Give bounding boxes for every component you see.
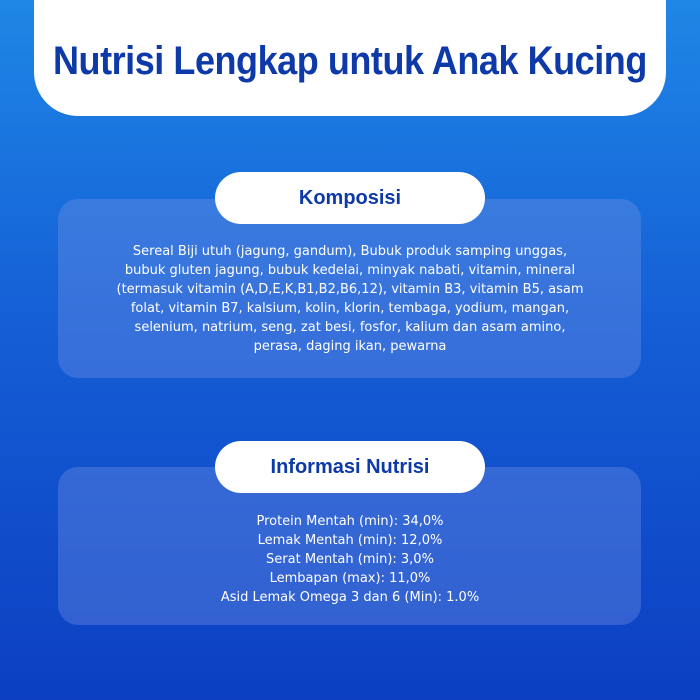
page-title: Nutrisi Lengkap untuk Anak Kucing	[53, 38, 647, 83]
komposisi-text	[117, 242, 584, 356]
informasi-nutrisi-heading: Informasi Nutrisi	[270, 455, 430, 478]
komposisi-line: (termasuk vitamin (A,D,E,K,B1,B2,B6,12), vitamin B3, vitamin B5, asam	[116, 282, 584, 297]
informasi-nutrisi-heading-pill	[215, 441, 485, 493]
komposisi-heading-pill	[215, 172, 485, 224]
nutrisi-line: Lemak Mentah (min): 12,0%	[257, 533, 443, 548]
komposisi-line: Sereal Biji utuh (jagung, gandum), Bubuk produk samping unggas,	[132, 244, 568, 259]
komposisi-line: bubuk gluten jagung, bubuk kedelai, minyak nabati, vitamin, mineral	[124, 263, 576, 278]
title-banner	[34, 0, 666, 116]
nutrisi-line: Asid Lemak Omega 3 dan 6 (Min): 1.0%	[220, 590, 480, 605]
informasi-nutrisi-text	[221, 512, 479, 607]
nutrisi-line: Lembapan (max): 11,0%	[269, 571, 431, 586]
nutrisi-line: Serat Mentah (min): 3,0%	[266, 552, 434, 567]
komposisi-heading: Komposisi	[298, 186, 402, 209]
komposisi-line: folat, vitamin B7, kalsium, kolin, klorin, tembaga, yodium, mangan,	[130, 301, 570, 316]
komposisi-line: perasa, daging ikan, pewarna	[253, 339, 447, 354]
nutrisi-line: Protein Mentah (min): 34,0%	[256, 514, 444, 529]
komposisi-line: selenium, natrium, seng, zat besi, fosfor, kalium dan asam amino,	[134, 320, 566, 335]
